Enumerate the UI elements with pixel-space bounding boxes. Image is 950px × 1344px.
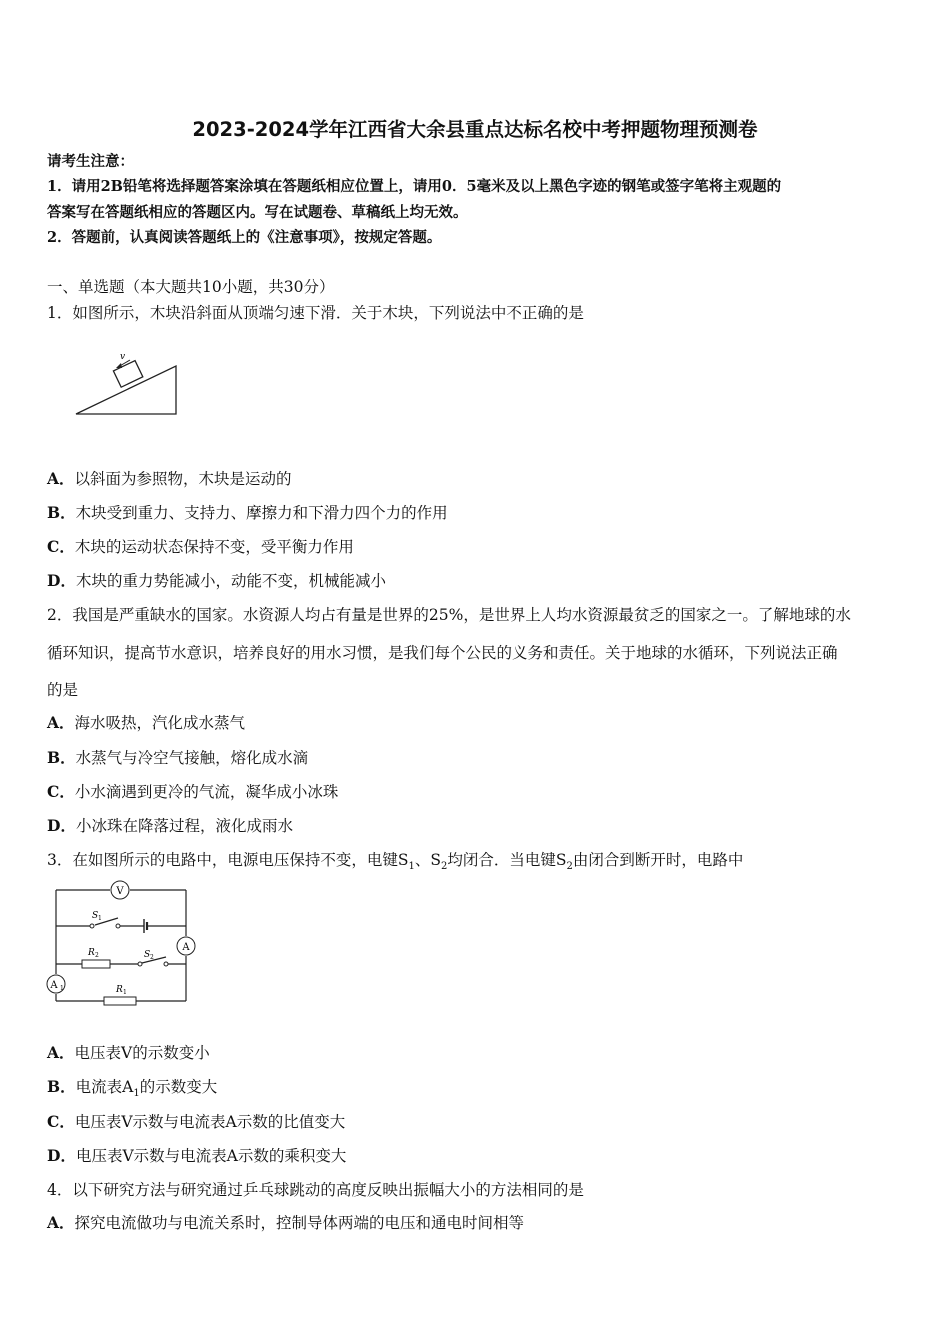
s2-contact-right xyxy=(164,962,168,966)
q3-option-a: A．电压表V的示数变小 xyxy=(47,1043,210,1062)
arrow-head xyxy=(116,363,122,368)
q2-option-b: B．水蒸气与冷空气接触，熔化成水滴 xyxy=(47,748,309,767)
s1-contact-right xyxy=(116,924,120,928)
q3-option-c: C．电压表V示数与电流表A示数的比值变大 xyxy=(47,1112,346,1131)
resistor-r1 xyxy=(104,997,136,1005)
wood-block xyxy=(113,361,142,388)
label-r1: R xyxy=(116,985,123,995)
q4-stem: 4．以下研究方法与研究通过乒乓球跳动的高度反映出振幅大小的方法相同的是 xyxy=(47,1181,584,1199)
svg-text:2: 2 xyxy=(95,952,99,959)
resistor-r2 xyxy=(82,960,110,968)
notice-heading: 请考生注意： xyxy=(47,153,134,170)
q2-option-c: C．小水滴遇到更冷的气流，凝华成小冰珠 xyxy=(47,782,339,801)
svg-text:V: V xyxy=(116,886,124,897)
q2-option-a: A．海水吸热，汽化成水蒸气 xyxy=(47,713,246,732)
svg-text:1: 1 xyxy=(60,985,64,992)
page-title: 2023-2024学年江西省大余县重点达标名校中考押题物理预测卷 xyxy=(192,118,758,141)
q1-stem: 1．如图所示，木块沿斜面从顶端匀速下滑．关于木块，下列说法中不正确的是 xyxy=(47,304,584,322)
incline-figure xyxy=(70,348,185,420)
circuit-figure xyxy=(40,878,205,1008)
label-r2: R xyxy=(88,948,95,958)
s1-contact-left xyxy=(90,924,94,928)
q2-option-d: D．小冰珠在降落过程，液化成雨水 xyxy=(47,816,293,835)
velocity-label: v xyxy=(120,352,126,362)
svg-text:1: 1 xyxy=(98,915,102,922)
svg-text:1: 1 xyxy=(123,989,127,996)
label-s2: S xyxy=(144,950,151,960)
notice-item-1: 1．请用2B铅笔将选择题答案涂填在答题纸相应位置上，请用0．5毫米及以上黑色字迹的钢笔或签字笔将主观题的 xyxy=(47,178,782,195)
q1-option-d: D．木块的重力势能减小，动能不变，机械能减小 xyxy=(47,571,386,590)
notice-item-2: 2．答题前，认真阅读答题纸上的《注意事项》，按规定答题。 xyxy=(47,229,442,246)
label-s1: S xyxy=(92,911,99,921)
section-heading: 一、单选题（本大题共10小题，共30分） xyxy=(47,278,335,296)
q3-option-b: B．电流表$A_1$的示数变大 xyxy=(47,1077,218,1100)
s2-contact-left xyxy=(138,962,142,966)
svg-text:A: A xyxy=(182,942,190,953)
q1-option-a: A．以斜面为参照物，木块是运动的 xyxy=(47,469,292,488)
notice-item-1-cont: 答案写在答题纸相应的答题区内。写在试题卷、草稿纸上均无效。 xyxy=(47,204,468,221)
q3-stem: 3．在如图所示的电路中，电源电压保持不变，电键$S_1$、$S_2$均闭合．当电键$S_2$由闭合到断开时，电路中 xyxy=(47,851,744,873)
q3-option-d: D．电压表V示数与电流表A示数的乘积变大 xyxy=(47,1146,347,1165)
q2-stem-line2: 循环知识，提高节水意识，培养良好的用水习惯，是我们每个公民的义务和责任。关于地球的水循环，下列说法正确 xyxy=(47,644,838,662)
q1-option-b: B．木块受到重力、支持力、摩擦力和下滑力四个力的作用 xyxy=(47,503,448,522)
svg-text:A: A xyxy=(50,980,58,991)
q2-stem-line3: 的是 xyxy=(47,681,79,699)
q2-stem-line1: 2．我国是严重缺水的国家。水资源人均占有量是世界的25%，是世界上人均水资源最贫乏的国家之一。了解地球的水 xyxy=(47,606,851,624)
svg-text:2: 2 xyxy=(150,954,154,961)
q4-option-a: A．探究电流做功与电流关系时，控制导体两端的电压和通电时间相等 xyxy=(47,1213,525,1232)
q1-option-c: C．木块的运动状态保持不变，受平衡力作用 xyxy=(47,537,354,556)
